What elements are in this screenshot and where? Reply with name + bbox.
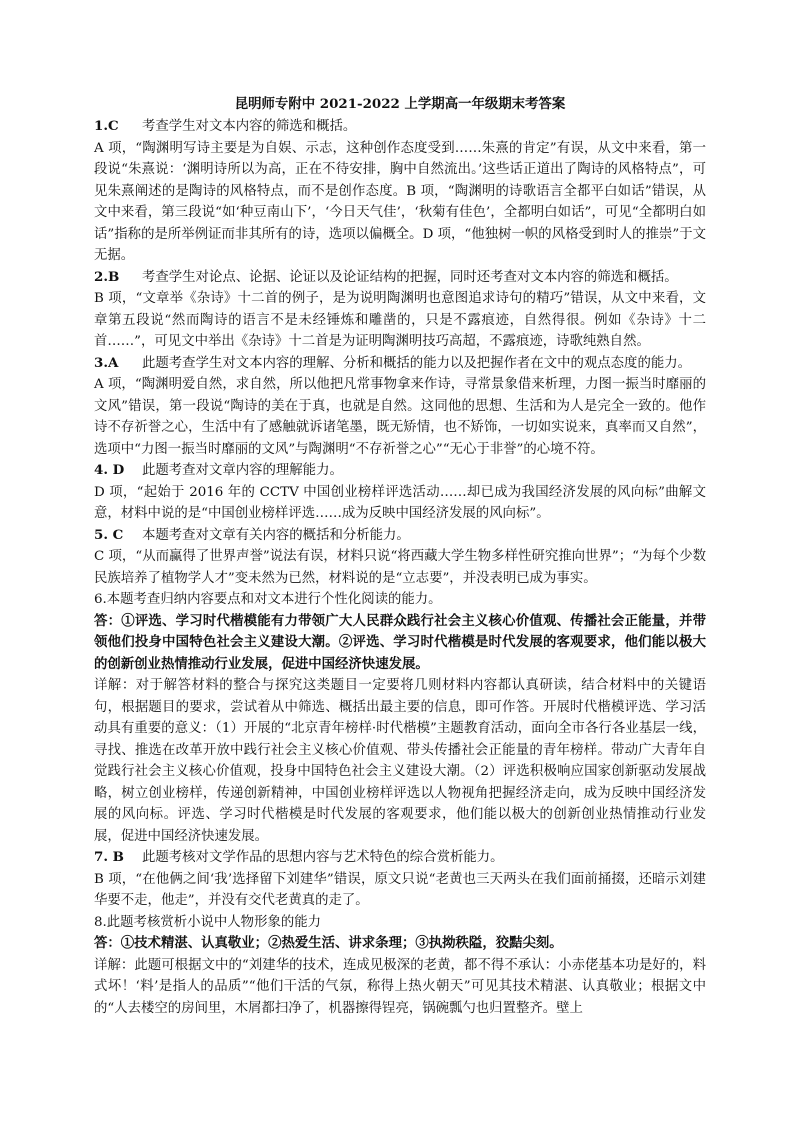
question-number: 7. B xyxy=(94,849,124,865)
question-heading xyxy=(94,353,706,375)
explanation-paragraph: D 项，“起始于 2016 年的 CCTV 中国创业榜样评选活动……却已成为我国经济发展的风向标”曲解文意，材料中说的是“中国创业榜样评选……成为反映中国经济发展的风向标”。 xyxy=(94,484,706,521)
explanation-paragraph: 详解：对于解答材料的整合与探究这类题目一定要将几则材料内容都认真研读，结合材料中的关键语句，根据题目的要求，尝试着从中筛选、概括出最主要的信息，即可作答。开展时代楷模评选、学习活动具有重要的意义：（1）开展的“北京青年榜样·时代楷模”主题教育活动，面向全市各行各业基层一线，寻找、推选在改革开放中践行社会主义核心价值观、带头传播社会正能量的青年榜样。带动广大青年自觉践行社会主义核心价值观，投身中国特色社会主义建设大潮。（2）评选积极响应国家创新驱动发展战略，树立创业榜样，传递创新精神，中国创业榜样评选以人物视角把握经济走向，成为反映中国经济发展的风向标。评选、学习时代楷模是时代发展的客观要求，他们能以极大的创新创业热情推动行业发展，促进中国经济快速发展。 xyxy=(94,678,706,844)
question-number: 3.A xyxy=(94,354,119,371)
question-heading xyxy=(94,847,706,869)
answer-paragraph: 答：①技术精湛、认真敬业；②热爱生活、讲求条理；③执拗秩隘，狡黠尖刻。 xyxy=(94,935,563,951)
question-heading: 6.本题考查归纳内容要点和对文本进行个性化阅读的能力。 xyxy=(94,592,442,607)
question-description: 此题考查对文章内容的理解能力。 xyxy=(142,463,343,478)
explanation-paragraph: C 项，“从而赢得了世界声誉”说法有误，材料只说“将西藏大学生物多样性研究推向世界”；“为每个少数民族培养了植物学人才”变未然为已然，材料说的是“立志要”，并没表明已成为事实。 xyxy=(94,549,706,586)
question-heading xyxy=(94,267,706,289)
question-description: 此题考查学生对文本内容的理解、分析和概括的能力以及把握作者在文中的观点态度的能力。 xyxy=(142,355,692,371)
question-number: 1.C xyxy=(94,118,119,134)
question-number: 5. C xyxy=(94,526,124,543)
question-heading xyxy=(94,116,706,138)
question-number: 2.B xyxy=(94,268,120,285)
answer-paragraph: 答：①评选、学习时代楷模能有力带领广大人民群众践行社会主义核心价值观、传播社会正能量，并带领他们投身中国特色社会主义建设大潮。②评选、学习时代楷模是时代发展的客观要求，他们能以极大的创新创业热情推动行业发展，促进中国经济快速发展。 xyxy=(94,612,706,672)
answer-sheet xyxy=(94,94,706,1019)
question-description: 此题考核对文学作品的思想内容与艺术特色的综合赏析能力。 xyxy=(142,850,504,865)
explanation-paragraph: 详解：此题可根据文中的“刘建华的技术，连成见极深的老黄，都不得不承认：小赤佬基本功是好的，料式坏！‘料’是指人的品质”“他们干活的气氛，称得上热火朝天”可见其技术精湛、认真敬业；根据文中的“人去楼空的房间里，木屑都扫净了，机器擦得锃亮，锅碗瓢勺也归置整齐。壁上 xyxy=(94,957,706,1016)
question-description: 本题考查对文章有关内容的概括和分析能力。 xyxy=(142,527,410,543)
question-description: 考查学生对文本内容的筛选和概括。 xyxy=(142,119,357,134)
question-heading xyxy=(94,525,706,547)
question-heading: 8.此题考核赏析小说中人物形象的能力 xyxy=(94,914,322,930)
question-number: 4. D xyxy=(94,462,125,478)
explanation-paragraph: B 项，“在他俩之间‘我’选择留下刘建华”错误，原文只说“老黄也三天两头在我们面前捅掇，还暗示刘建华要不走，他走”，并没有交代老黄真的走了。 xyxy=(94,871,706,908)
page-title: 昆明师专附中 2021-2022 上学期高一年级期末考答案 xyxy=(234,96,566,112)
question-heading xyxy=(94,460,706,482)
explanation-paragraph: A 项，“陶渊明爱自然，求自然，所以他把凡常事物拿来作诗，寻常景象借来析理，力图一振当时靡丽的文风”错误，第一段说“陶诗的美在于真，也就是自然。这同他的思想、生活和为人是完全一致的。他作诗不存祈誉之心，生活中有了感触就诉诸笔墨，既无矫情，也不矫饰，一切如实说来，真率而又自然”，选项中“力图一振当时靡丽的文风”与陶渊明“不存祈誉之心”“无心于非誉”的心境不符。 xyxy=(94,377,706,457)
question-description: 考查学生对论点、论据、论证以及论证结构的把握，同时还考查对文本内容的筛选和概括。 xyxy=(142,269,678,285)
answer-content xyxy=(94,116,706,1019)
explanation-paragraph: A 项，“陶渊明写诗主要是为自娱、示志，这种创作态度受到……朱熹的肯定”有误，从文中来看，第一段说“朱熹说：‘渊明诗所以为高，正在不待安排，胸中自然流出。’这些话正道出了陶诗的风格特点”，可见朱熹阐述的是陶诗的风格特点，而不是创作态度。B 项，“陶渊明的诗歌语言全都平白如话”错误，从文中来看，第三段说“如‘种豆南山下’，‘今日天气佳’，‘秋菊有佳色’，全都明白如话”，可见“全都明白如话”指称的是所举例证而非其所有的诗，选项以偏概全。D 项，“他独树一帜的风格受到时人的推崇”于文无据。 xyxy=(94,140,706,263)
explanation-paragraph: B 项，“文章举《杂诗》十二首的例子，是为说明陶渊明也意图追求诗句的精巧”错误，从文中来看，文章第五段说“然而陶诗的语言不是未经锤炼和雕凿的，只是不露痕迹，自然得很。例如《杂诗》十二首……”，可见文中举出《杂诗》十二首是为证明陶渊明技巧高超，不露痕迹，诗歌纯熟自然。 xyxy=(94,291,706,349)
